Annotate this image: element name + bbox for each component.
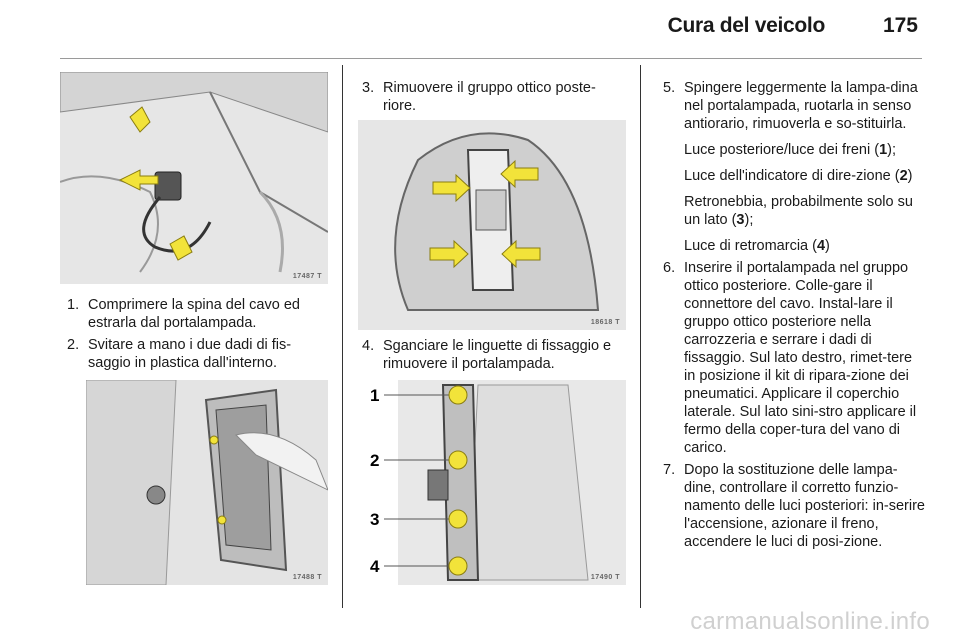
step-number: 1. <box>67 297 80 313</box>
step-4 <box>362 337 627 373</box>
page-number: 175 <box>882 14 918 37</box>
figure-rear-light <box>358 120 626 330</box>
figure-nuts-inside-drawing <box>86 380 328 585</box>
steps-list-col3 <box>663 79 925 551</box>
steps-list-col2-b <box>362 337 627 373</box>
header-divider <box>60 58 922 59</box>
step-5 <box>663 79 925 255</box>
bulb-item-3: Retronebbia, probabilmente solo su un lato (3); <box>684 194 913 228</box>
steps-list-col1 <box>67 296 332 372</box>
column-divider-left <box>342 65 343 608</box>
step-number: 2. <box>67 337 80 353</box>
steps-list-col2-a <box>362 79 624 115</box>
page-title: Cura del veicolo <box>667 14 825 37</box>
nut-marker <box>218 516 226 524</box>
step-text: Spingere leggermente la lampa-dina nel portalampada, ruotarla in senso antiorario, rimuoverla e so-stituirla. <box>684 80 918 132</box>
figure-bulb-holder-drawing <box>358 380 626 585</box>
bulb-2 <box>449 451 467 469</box>
step-7 <box>663 461 925 551</box>
step-text: Sganciare le linguette di fissaggio e rimuovere il portalampada. <box>383 338 612 372</box>
watermark: carmanualsonline.info <box>690 608 930 635</box>
step-number: 7. <box>663 462 676 478</box>
step-3 <box>362 79 624 115</box>
step-number: 5. <box>663 80 676 96</box>
step-text: Rimuovere il gruppo ottico poste-riore. <box>383 80 596 114</box>
figure-code: 17490 T <box>590 574 620 581</box>
step-text: Inserire il portalampada nel gruppo ottico posteriore. Colle-gare il connettore del cavo. Instal-lare il gruppo ottico posteriore nella carrozzeria e serrare i dadi di fissaggio. Sul lato destro, rimet-tere in posizione il kit di ripara-zione dei pneumatici. Applicare il coperchio laterale. Sul lato sini-stro applicare il fermo della coper-tura del vano di carico. <box>684 260 917 456</box>
step-text: Dopo la sostituzione delle lampa-dine, controllare il corretto funzio-namento delle luci posteriori: in-serire l'accensione, azionare il freno, accendere le luci di posi-zione. <box>684 462 925 550</box>
step-number: 3. <box>362 80 375 96</box>
bulb-4 <box>449 557 467 575</box>
bulb-item-1: Luce posteriore/luce dei freni (1); <box>684 142 896 158</box>
figure-code: 18618 T <box>590 319 620 326</box>
column-divider-right <box>640 65 641 608</box>
step-number: 6. <box>663 260 676 276</box>
step-text: Comprimere la spina del cavo ed estrarla dal portalampada. <box>88 297 300 331</box>
bulb-item-2: Luce dell'indicatore di dire-zione (2) <box>684 168 913 184</box>
step-number: 4. <box>362 338 375 354</box>
figure-bulb-holder <box>358 380 626 585</box>
figure-rear-light-drawing <box>358 120 626 330</box>
figure-cable-plug-drawing <box>60 72 328 284</box>
bulb-1 <box>449 386 467 404</box>
step-2 <box>67 336 332 372</box>
part-label-3: 3 <box>370 510 380 529</box>
figure-nuts-inside <box>86 380 328 585</box>
bulb-3 <box>449 510 467 528</box>
step-6 <box>663 259 925 457</box>
figure-code: 17487 T <box>292 273 322 280</box>
part-label-4: 4 <box>370 557 380 576</box>
step-1 <box>67 296 332 332</box>
figure-cable-plug <box>60 72 328 284</box>
nut-marker <box>210 436 218 444</box>
part-label-2: 2 <box>370 451 380 470</box>
figure-code: 17488 T <box>292 574 322 581</box>
bulb-item-4: Luce di retromarcia (4) <box>684 238 830 254</box>
part-label-1: 1 <box>370 386 380 405</box>
step-text: Svitare a mano i due dadi di fis-saggio in plastica dall'interno. <box>88 337 292 371</box>
